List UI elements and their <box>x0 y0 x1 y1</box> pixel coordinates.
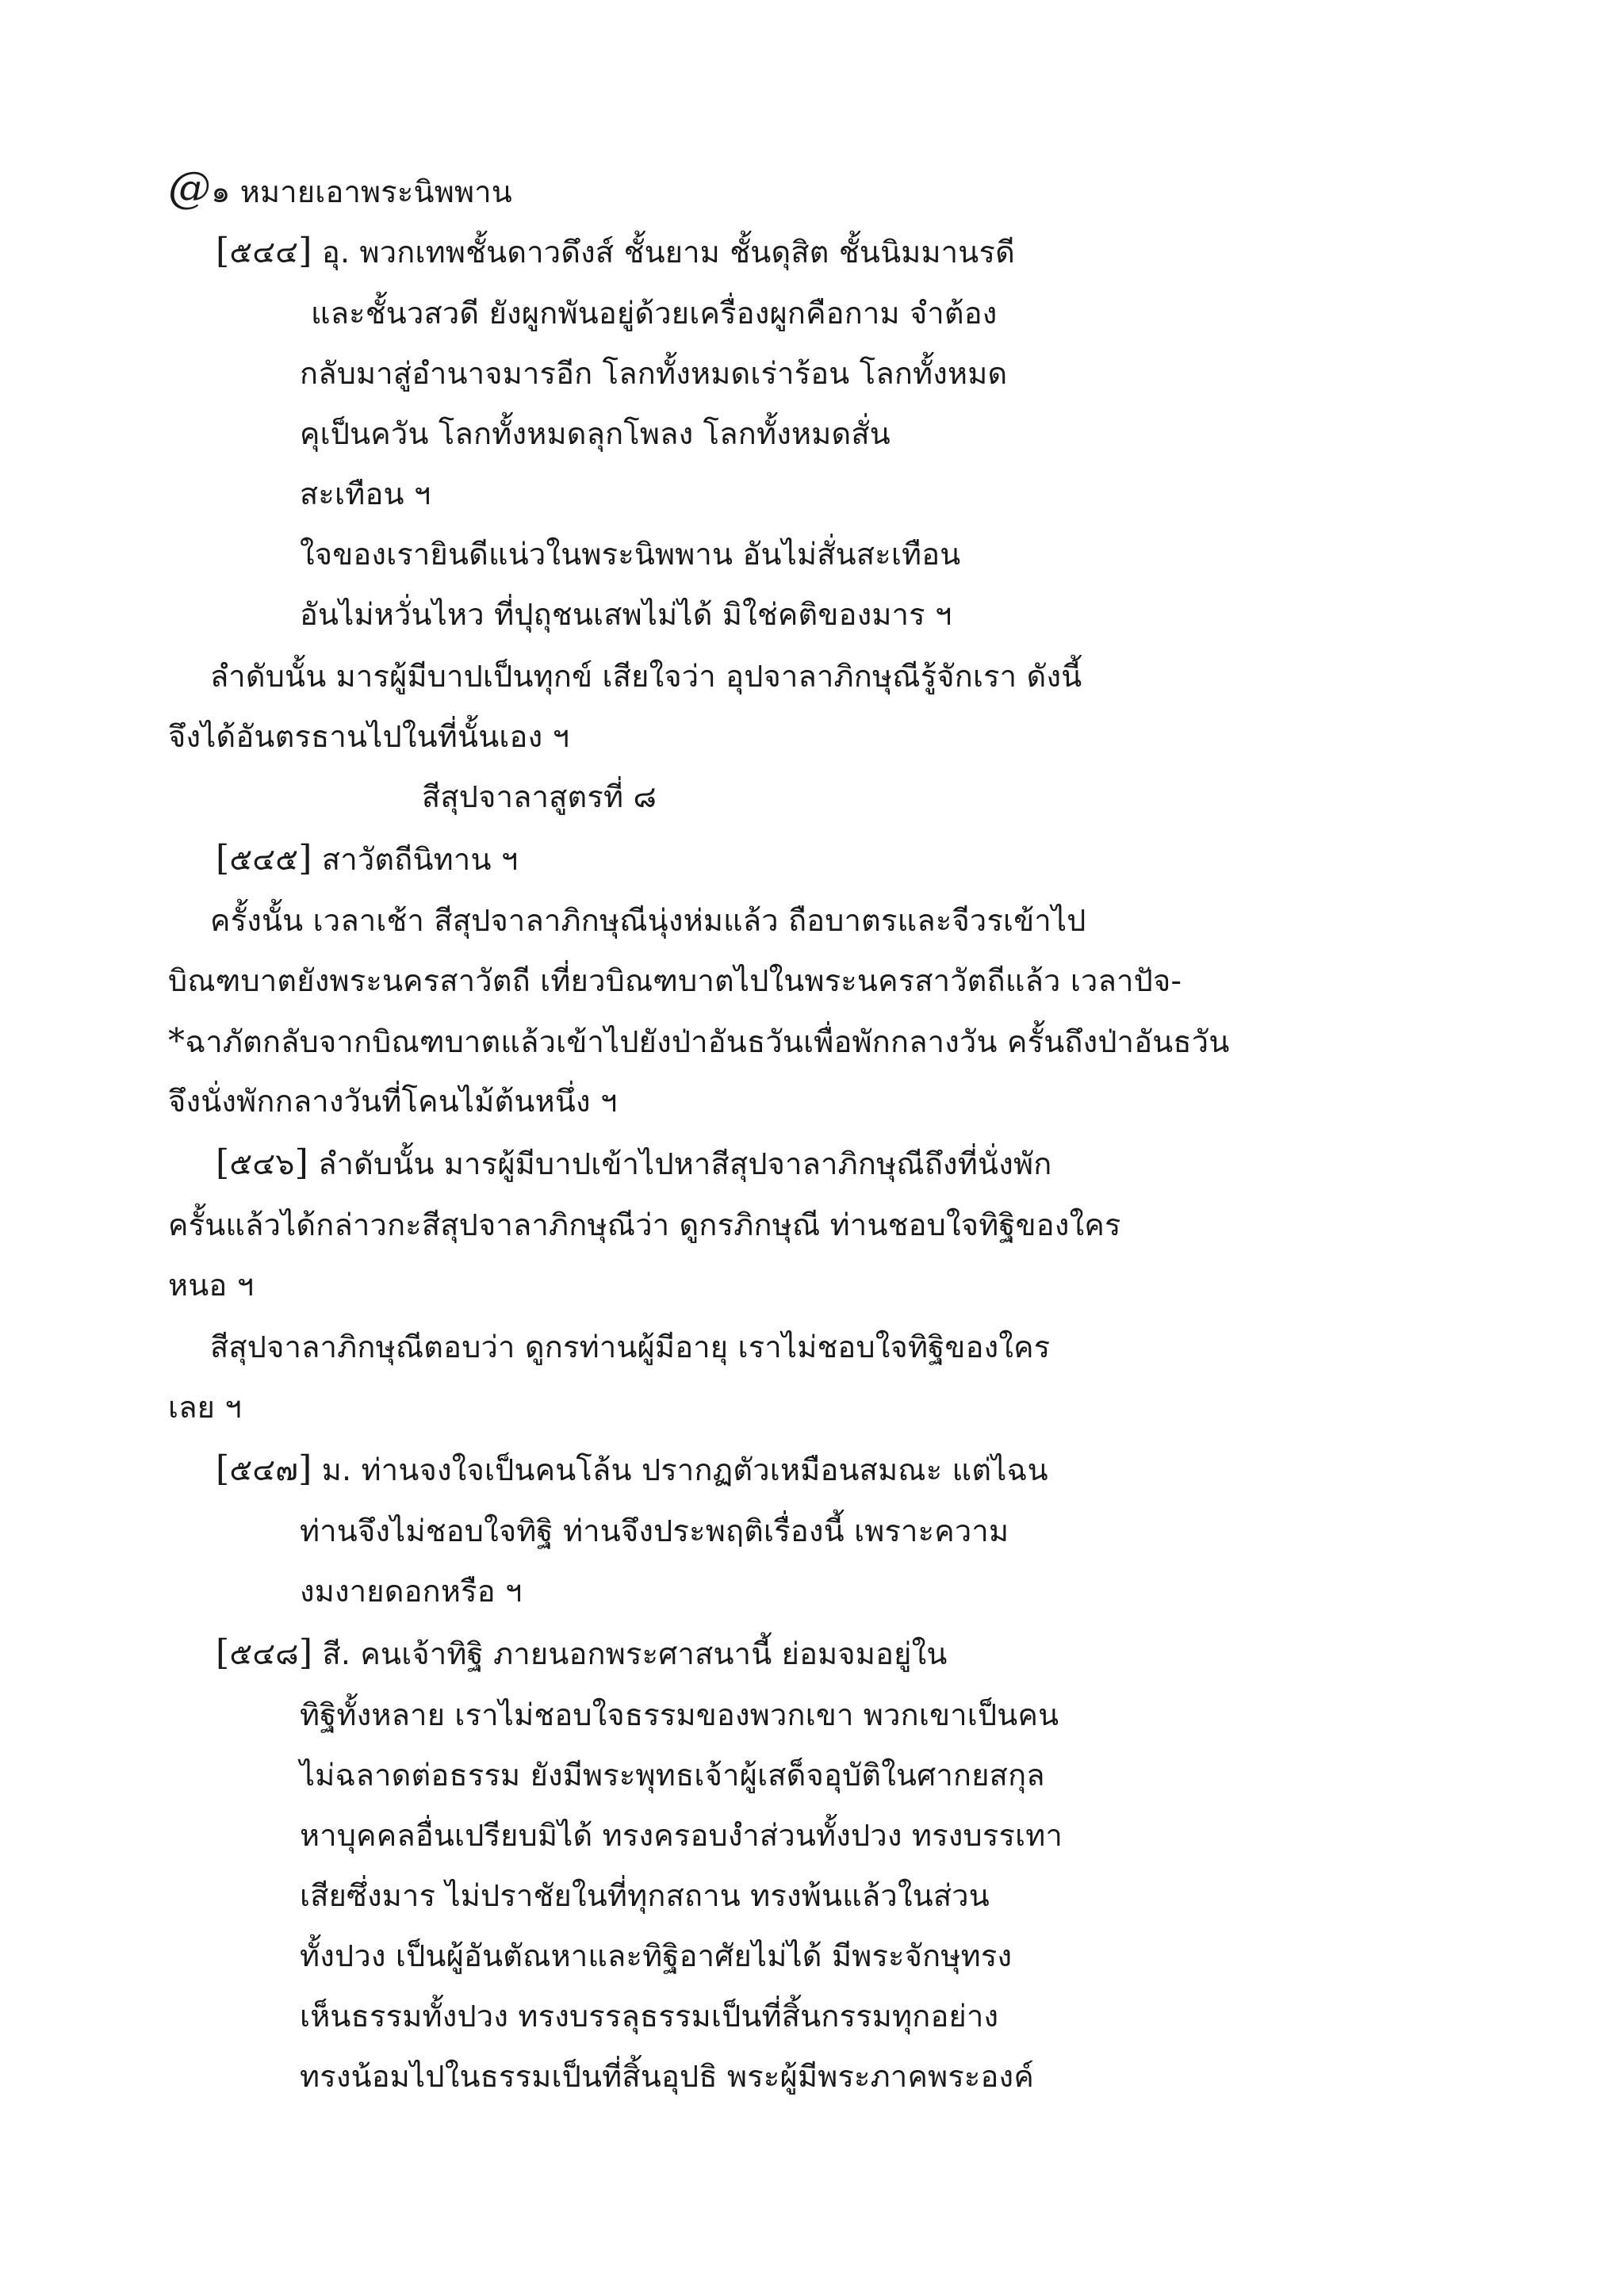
verse-548-line-4: หาบุคคลอื่นเปรียบมิได้ ทรงครอบงำส่วนทั้งปวง ทรงบรรเทา <box>300 1818 1063 1853</box>
verse-text: อุ. พวกเทพชั้นดาวดึงส์ ชั้นยาม ชั้นดุสิต ชั้นนิมมานรดี <box>321 235 1015 270</box>
verse-number-open: [ <box>216 1632 230 1673</box>
verse-text: สี. คนเจ้าทิฐิ ภายนอกพระศาสนานี้ ย่อมจมอยู่ใน <box>322 1636 948 1671</box>
verse-text: ลำดับนั้น มารผู้มีบาปเข้าไปหาสีสุปจาลาภิกษุณีถึงที่นั่งพัก <box>318 1146 1052 1181</box>
paragraph-line: ครั้งนั้น เวลาเช้า สีสุปจาลาภิกษุณีนุ่งห่มแล้ว ถือบาตรและจีวรเข้าไป <box>210 903 1086 938</box>
verse-number: ๕๔๖ <box>229 1146 295 1181</box>
verse-548-line-7: เห็นธรรมทั้งปวง ทรงบรรลุธรรมเป็นที่สิ้นกรรมทุกอย่าง <box>300 1999 999 2034</box>
verse-546-line-1 <box>216 1142 1051 1185</box>
paragraph-line: ลำดับนั้น มารผู้มีบาปเป็นทุกข์ เสียใจว่า อุปจาลาภิกษุณีรู้จักเรา ดังนี้ <box>210 659 1082 694</box>
verse-number-close: ] <box>298 231 312 271</box>
sutta-title: สีสุปจาลาสูตรที่ ๘ <box>422 779 657 814</box>
verse-544-line-7: อันไม่หวั่นไหว ที่ปุถุชนเสพไม่ได้ มิใช่คติของมาร ฯ <box>300 597 952 632</box>
verse-548-line-6: ทั้งปวง เป็นผู้อันตัณหาและทิฐิอาศัยไม่ได้ มีพระจักษุทรง <box>300 1938 1013 1973</box>
footnote-line <box>168 163 512 213</box>
verse-547-line-2: ท่านจึงไม่ชอบใจทิฐิ ท่านจึงประพฤติเรื่องนี้ เพราะความ <box>300 1513 1009 1548</box>
verse-548-line-1 <box>216 1632 948 1675</box>
paragraph-line: บิณฑบาตยังพระนครสาวัตถี เที่ยวบิณฑบาตไปในพระนครสาวัตถีแล้ว เวลาปัจ- <box>168 963 1182 998</box>
verse-number-close: ] <box>298 838 312 878</box>
verse-544-line-5: สะเทือน ฯ <box>300 476 431 511</box>
verse-number: ๕๔๘ <box>229 1636 299 1671</box>
verse-544-line-4: คุเป็นควัน โลกทั้งหมดลุกโพลง โลกทั้งหมดสั่น <box>300 416 891 451</box>
asterisk-marker: * <box>168 1021 186 1060</box>
verse-548-line-3: ไม่ฉลาดต่อธรรม ยังมีพระพุทธเจ้าผู้เสด็จอุบัติในศากยสกุล <box>300 1758 1045 1793</box>
paragraph-line: เลย ฯ <box>168 1390 242 1425</box>
verse-number-open: [ <box>216 1448 230 1489</box>
verse-number-open: [ <box>216 1142 230 1183</box>
paragraph-line <box>168 1020 1230 1063</box>
verse-547-line-3: งมงายดอกหรือ ฯ <box>300 1574 523 1609</box>
verse-547-line-1 <box>216 1448 1048 1491</box>
verse-548-line-5: เสียซึ่งมาร ไม่ปราชัยในที่ทุกสถาน ทรงพ้นแล้วในส่วน <box>300 1878 990 1913</box>
verse-number-close: ] <box>298 1448 312 1489</box>
verse-546-line-3: หนอ ฯ <box>168 1268 255 1303</box>
verse-number-close: ] <box>298 1632 313 1673</box>
paragraph-line: จึงนั่งพักกลางวันที่โคนไม้ต้นหนึ่ง ฯ <box>168 1084 618 1119</box>
verse-text: สาวัตถีนิทาน ฯ <box>321 842 519 877</box>
verse-number: ๕๔๔ <box>229 235 299 270</box>
verse-number-close: ] <box>294 1142 308 1183</box>
paragraph-line: สีสุปจาลาภิกษุณีตอบว่า ดูกรท่านผู้มีอายุ เราไม่ชอบใจทิฐิของใคร <box>210 1330 1051 1364</box>
paragraph-line: จึงได้อันตรธานไปในที่นั้นเอง ฯ <box>168 719 570 754</box>
verse-544-line-3: กลับมาสู่อำนาจมารอีก โลกทั้งหมดเร่าร้อน โลกทั้งหมด <box>300 356 1008 391</box>
footnote-marker: @ <box>168 163 212 212</box>
verse-544-line-1 <box>216 230 1015 274</box>
verse-number: ๕๔๗ <box>229 1452 299 1487</box>
verse-544-line-2: และชั้นวสวดี ยังผูกพันอยู่ด้วยเครื่องผูกคือกาม จำต้อง <box>311 296 998 331</box>
verse-545 <box>216 837 518 881</box>
verse-548-line-2: ทิฐิทั้งหลาย เราไม่ชอบใจธรรมของพวกเขา พวกเขาเป็นคน <box>300 1697 1059 1732</box>
verse-546-line-2: ครั้นแล้วได้กล่าวกะสีสุปจาลาภิกษุณีว่า ดูกรภิกษุณี ท่านชอบใจทิฐิของใคร <box>168 1207 1121 1242</box>
verse-548-line-8: ทรงน้อมไปในธรรมเป็นที่สิ้นอุปธิ พระผู้มีพระภาคพระองค์ <box>300 2059 1034 2094</box>
verse-text: ม. ท่านจงใจเป็นคนโล้น ปรากฏตัวเหมือนสมณะ แต่ไฉน <box>321 1452 1048 1487</box>
verse-number-open: [ <box>216 838 230 878</box>
footnote-text: ๑ หมายเอาพระนิพพาน <box>211 174 512 209</box>
verse-number-open: [ <box>216 231 230 271</box>
verse-number: ๕๔๕ <box>229 842 299 877</box>
paragraph-text: ฉาภัตกลับจากบิณฑบาตแล้วเข้าไปยังป่าอันธวันเพื่อพักกลางวัน ครั้นถึงป่าอันธวัน <box>185 1024 1230 1059</box>
verse-544-line-6: ใจของเรายินดีแน่วในพระนิพพาน อันไม่สั่นสะเทือน <box>300 537 961 572</box>
